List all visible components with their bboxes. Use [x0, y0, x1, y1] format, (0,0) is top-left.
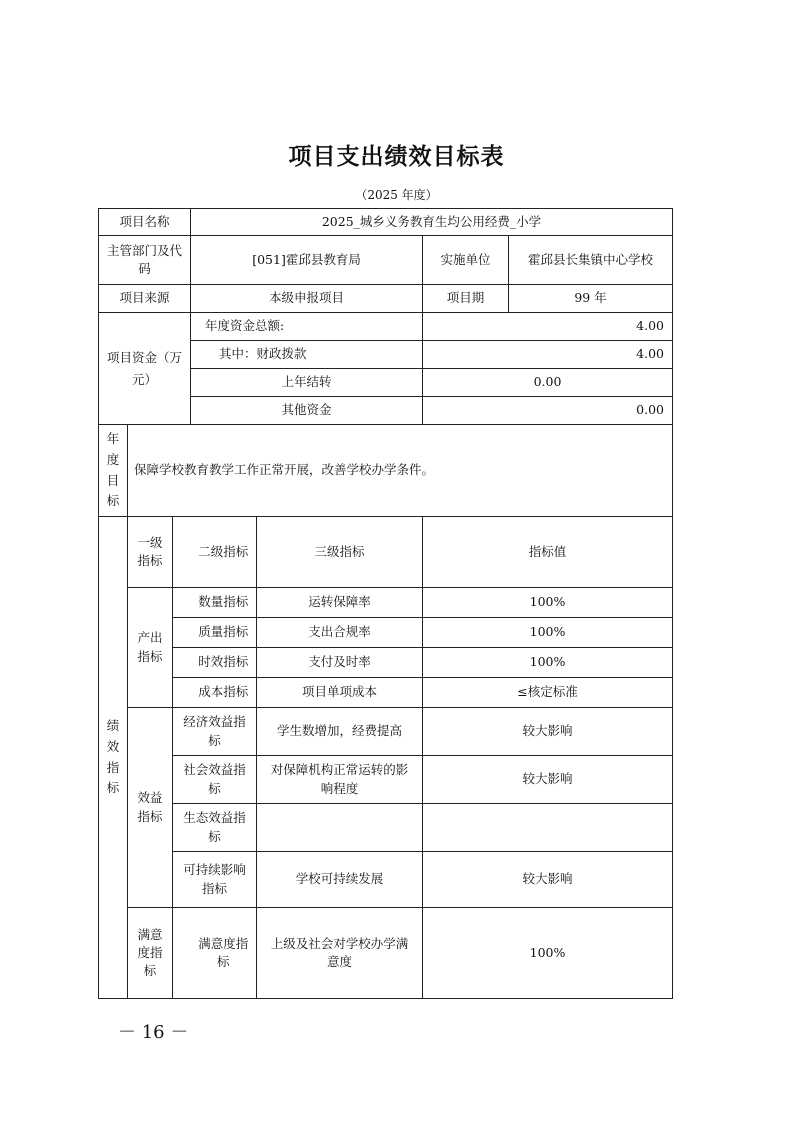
benefit-level2-1	[173, 756, 257, 804]
satisfaction-level2-0: 满意度指标	[191, 908, 257, 999]
benefit-level2-0-text: 经济效益指标	[183, 714, 246, 748]
benefit-row	[99, 804, 673, 852]
fund-other-value: 0.00	[423, 397, 673, 425]
output-row	[99, 678, 673, 708]
output-value-3: ≤核定标准	[423, 678, 673, 708]
fund-other-label: 其他资金	[191, 397, 423, 425]
fiscal-year: （2025 年度）	[355, 188, 438, 202]
fund-carryover-label: 上年结转	[191, 369, 423, 397]
benefit-value-3: 较大影响	[423, 852, 673, 908]
satisfaction-level3-0	[257, 908, 423, 999]
satisfaction-indicator-label	[128, 908, 173, 999]
benefit-value-1: 较大影响	[423, 756, 673, 804]
output-indicator-label-text: 产出指标	[137, 630, 163, 664]
implementing-unit-label: 实施单位	[423, 236, 509, 285]
benefit-level2-1-text: 社会效益指标	[183, 762, 246, 796]
page-title: 项目支出绩效目标表	[288, 143, 505, 170]
benefit-row	[99, 708, 673, 756]
benefit-level2-3-text: 可持续影响指标	[183, 862, 246, 896]
benefit-level3-3: 学校可持续发展	[257, 852, 423, 908]
benefit-level3-1	[257, 756, 423, 804]
department-row	[99, 236, 673, 285]
project-funds-label	[99, 313, 191, 425]
output-level2-2: 时效指标	[191, 648, 257, 678]
fund-fiscal-label: 其中：财政拨款	[191, 341, 423, 369]
header-level1	[128, 517, 173, 588]
performance-target-table	[98, 208, 673, 999]
output-row	[99, 588, 673, 618]
satisfaction-value-0: 100%	[423, 908, 673, 999]
output-row	[99, 618, 673, 648]
benefit-indicator-label-text: 效益指标	[137, 790, 163, 824]
project-source-label: 项目来源	[99, 285, 191, 313]
header-gap	[173, 517, 191, 588]
project-funds-label-text: 项目资金（万元）	[106, 350, 182, 387]
satisfaction-level3-0-text: 上级及社会对学校办学满意度	[270, 935, 409, 969]
header-value: 指标值	[423, 517, 673, 588]
indicator-header-row	[99, 517, 673, 588]
satisfaction-indicator-label-text: 满意度指标	[137, 926, 163, 979]
annual-goal-text: 保障学校教育教学工作正常开展，改善学校办学条件。	[128, 425, 673, 517]
benefit-row	[99, 756, 673, 804]
project-source-row	[99, 285, 673, 313]
header-level2: 二级指标	[191, 517, 257, 588]
performance-indicators-label-text: 绩效指标	[106, 718, 120, 796]
benefit-level3-1-text: 对保障机构正常运转的影响程度	[270, 762, 409, 796]
output-level3-1: 支出合规率	[257, 618, 423, 648]
department-label: 主管部门及代码	[99, 236, 191, 285]
benefit-level2-3	[173, 852, 257, 908]
satisfaction-gap	[173, 908, 191, 999]
page-number: － 16 －	[118, 1022, 189, 1043]
output-gap-2	[173, 648, 191, 678]
output-level2-1: 质量指标	[191, 618, 257, 648]
benefit-indicator-label	[128, 708, 173, 908]
benefit-value-2	[423, 804, 673, 852]
fund-carryover-value: 0.00	[423, 369, 673, 397]
satisfaction-row	[99, 908, 673, 999]
implementing-unit-value: 霍邱县长集镇中心学校	[509, 236, 673, 285]
annual-goal-label	[99, 425, 128, 517]
fund-fiscal-value: 4.00	[423, 341, 673, 369]
header-level1-text: 一级指标	[137, 534, 163, 568]
output-gap-3	[173, 678, 191, 708]
output-gap-0	[173, 588, 191, 618]
project-period-label: 项目期	[423, 285, 509, 313]
output-value-2: 100%	[423, 648, 673, 678]
benefit-level2-0	[173, 708, 257, 756]
project-source-value: 本级申报项目	[191, 285, 423, 313]
header-level3: 三级指标	[257, 517, 423, 588]
benefit-level3-2	[257, 804, 423, 852]
project-name-row	[99, 209, 673, 236]
benefit-row	[99, 852, 673, 908]
fund-total-label: 年度资金总额:	[191, 313, 423, 341]
output-gap-1	[173, 618, 191, 648]
annual-goal-label-text: 年度目标	[106, 431, 120, 509]
fund-total-value: 4.00	[423, 313, 673, 341]
output-indicator-label	[128, 588, 173, 708]
annual-goal-row	[99, 425, 673, 517]
department-value: [051]霍邱县教育局	[191, 236, 423, 285]
benefit-level2-2	[173, 804, 257, 852]
output-value-1: 100%	[423, 618, 673, 648]
project-name-value: 2025_城乡义务教育生均公用经费_小学	[191, 209, 673, 236]
output-value-0: 100%	[423, 588, 673, 618]
benefit-value-0: 较大影响	[423, 708, 673, 756]
fund-total-row	[99, 313, 673, 341]
output-level3-2: 支付及时率	[257, 648, 423, 678]
performance-indicators-label	[99, 517, 128, 999]
output-row	[99, 648, 673, 678]
project-period-value: 99 年	[509, 285, 673, 313]
output-level3-0: 运转保障率	[257, 588, 423, 618]
output-level2-0: 数量指标	[191, 588, 257, 618]
benefit-level3-0: 学生数增加，经费提高	[257, 708, 423, 756]
output-level2-3: 成本指标	[191, 678, 257, 708]
project-name-label: 项目名称	[99, 209, 191, 236]
output-level3-3: 项目单项成本	[257, 678, 423, 708]
benefit-level2-2-text: 生态效益指标	[183, 810, 246, 844]
